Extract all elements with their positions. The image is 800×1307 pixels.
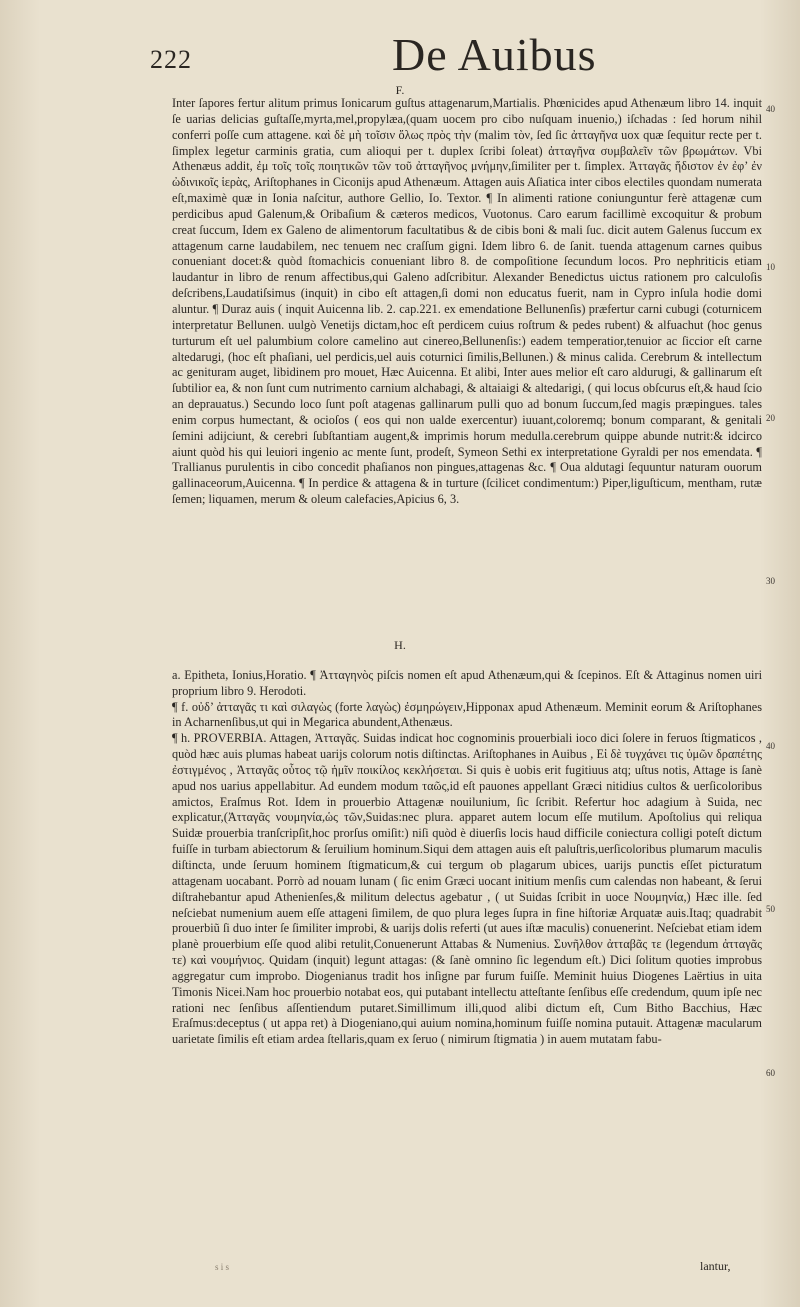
running-title: De Auibus	[392, 29, 597, 80]
page-number: 222	[150, 45, 192, 74]
paragraph-h: a. Epitheta, Ionius,Horatio. ¶ Ἀτταγηνὸς piſcis nomen eſt apud Athenæum,qui & ſcepinos. Eſt & Attaginus nomen uiri proprium libro 9. Herodoti. ¶ f. οὐδ’ ἀτταγᾶς τι καὶ σιλαγὼς (forte λαγὼς) ἐσμηρώγειν,Hipponax apud Athenæum. Meminit eorum & Ariſtophanes in Acharnenſibus,ut qui in Megarica abundent,Athenæus. ¶ h. PROVERBIA. Attagen, Ἀτταγᾶς. Suidas indicat hoc cognominis prouerbiali ioco dici ſolere in feruos ſtigmaticos , quòd hæc auis plumas habeat uarijs colorum notis diſtinctas. Ariſtophanes in Auibus , Εἰ δὲ τυγχάνει τις ὑμῶν δραπέτης ἐστιγμένος , Ἀτταγᾶς οὗτος τῷ ἡμῖν ποικίλος κεκλήσεται. Si quis è uobis erit fugitiuus atq; uſtus notis, Attage is ſanè apud nos uarius appellabitur. Ad eundem modum ταῶς,id eſt pauones appellant Græci nitidius cultos & uerſicoloribus amictos, Eraſmus Rot. Idem in prouerbio Attagenæ nouilunium, ſic ſcribit. Refertur hoc adagium à Suida, nec explicatur,(Ἀτταγᾶς νουμηνία,ὡς τῶν,Suidas:nec plura. apparet autem locum eſſe mutilum. Apoſtolius qui reliqua Suidæ prouerbia tranſcripſit,hoc prorſus omiſit:) niſi quòd è diuerſis locis haud difficile coniectura colligi poteſt dictum fuiſſe in turbam abiectorum & ſeruilium hominum.Siqui dem attagen auis eſt paluſtris,uerſicoloribus plumarum maculis diſtincta, unde ſeruum hominem ſtigmaticum,& cui tergum ob plagarum ubices, uarijs punctis eſſet picturatum attagenam uocabant. Porrò ad nouam lunam ( ſic enim Græci uocant initium menſis cum calendas non habeant, & ſerui diſtrahebantur apud Athenienſes,& militum delectus agebatur , ( ut Suidas ſcribit in uoce Νουμηνία,) Hæc ille. ſed neſciebat numenium auem eſſe attageni ſimilem, de quo plura leges ſupra in fine hiſtoriæ Arquatæ auis.Itaq; quadrabit prouerbiũ ſi duo inter ſe ſimiliter improbi, & uarijs dolis referti (ut aues iſtæ maculis) conuenerint. Neſciebat etiam idem planè prouerbium eſſe quod alibi retulit,Conuenerunt Attabas & Numenius. Συνῆλθον ἀτταβᾶς τε (legendum ἀτταγᾶς τε) καὶ νουμήνιος. Quidam (inquit) legunt attagas: (& ſanè omnino ſic legendum eſt.) Dici ſolitum quoties improbus aggregatur cum improbo. Diogenianus tradit hos inſigne par furum fuiſſe. Meminit huius Diogenes Laërtius in uita Timonis Nicei.Nam hoc prouerbio notabat eos, qui putabant intellectu atteſtante ſenſibus eſſe credendum, quum ipſe nec rationi nec ſenſibus aſſentiendum putaret.Simillimum illi,quod alibi dictum eſt, Cum Bitho Bacchius, Hæc Eraſmus:deceptus ( ut appa ret) à Diogeniano,qui auium nomina,hominum fuiſſe nomina putauit. Attagenæ macularum uarietate ſimilis eſt etiam ardea ſtellaris,quam ex ſeruo ( nimirum ſtigmatia ) in auem mutatam fabu-	[172, 667, 762, 1047]
section-h-text	[172, 652, 762, 1064]
catchword: lantur,	[700, 1259, 731, 1273]
paragraph-f: Inter ſapores fertur alitum primus Ionicarum guſtus attagenarum,Martialis. Phœnicides apud Athenæum libro 14. inquit ſe uarias delicias guſtaſſe,myrta,mel,propylæa,(quam uocem pro cibo nuſquam inuenio,) iſchadas : ſed horum nihil conferri poſſe cum attagene. καὶ δὲ μὴ τοῖσιν ὅλως πρὸς τὴν (malim τὸν, ſed ſic ἀτταγῆνα uox quæ ſequitur recte per t. ſimplex legetur carminis gratia, cum alioqui per t. duplex ſcribi ſoleat) ἀτταγῆνα συμβαλεῖν τῶν βρωμάτων. Vbi Athenæus addit, ἐμ τοῖς τοῖς ποιητικῶν τῶν τοῦ ἀτταγῆνος μνήμην,ſimiliter per t. ſimplex. Ἀτταγᾶς ἥδιστον ἐν ἐφ’ ἐν ὠδινικοῖς ἱερὰς, Ariſtophanes in Ciconijs apud Athenæum. Attagen auis Aſiatica inter cibos electiles quondam numerata eſt,maximè quæ in Ionia naſcitur, authore Gellio, Io. Textor. ¶ In alimenti ratione coniunguntur ferè attagenæ cum perdicibus apud Galenum,& Oribaſium & cæteros medicos, Vuotonus. Caro earum facillimè excoquitur & probum creat ſuccum, Idem ex Galeno de alimentorum facultatibus & de cibis boni & mali ſuc. dicit autem Galenus ſuccum ex attagenum carne laudabilem, nec tenuem nec craſſum gigni. Idem libro 6. de ſanit. tuenda attagenum carnes quibus conueniant docet:& quòd ſtomachicis conueniant libro 8. de compoſitione ſecundum locos. Pro nephriticis etiam laudantur in libro de renum affectibus,qui Galeno adſcribitur. Alexander Benedictus uictus rationem pro calculoſis deſcribens,Laudatiſsimus (inquit) in cibo eſt attagen,ſi domi non educatus fuerit, nam in Cypro inſula hodie domi aluntur. ¶ Duraz auis ( inquit Auicenna lib. 2. cap.221. ex emendatione Bellunenſis) præfertur carni cubugi (coturnicem interpretatur Bellunen. uulgò Venetijs dictam,hoc eſt perdicem cuius roſtrum & pedes rubent) & alfuachut (hoc genus turturum eſt uel palumbium colore camelino aut cinereo,Bellunenſis:) eadem temperatior,tenuior ac ſiccior eſt carne altedarugi, (hoc eſt phaſiani, uel perdicis,uel auis coturnici ſimilis,Bellunen.) & minus calida. Cerebrum & intellectum ac genituram auget, libidinem pro mouet, Hæc Auicenna. Et alibi, Inter aues melior eſt caro aldurugi, & gallinarum eſt ſubtilior ea, & non ſunt cum nutrimento carnium alchabagi, & altaiaigi & altedarigi, ( qui locus obſcurus eſt,& haud ſcio an deprauatus.) Secundo loco ſunt poſt atagenas gallinarum pulli quo ad bonum ſuccum,ſed magis præpingues. tales enim corpus humectant, & ocioſos ( eos qui non ualde exercentur) iuuant,coloremq; bonum comparant, & genitali ſemini adijciunt, & cerebri ſubſtantiam augent,& imprimis horum medulla.cerebrum quippe abunde nutrit:& idcirco aiunt quòd his qui leuiori ingenio ac mente ſunt, prodeſt, Symeon Sethi ex interpretatione Gyraldi per nos emendata. ¶ Trallianus purulentis in cibo concedit phaſianos non pingues,attagenas &c. ¶ Oua aldutagi ſequuntur naturam ouorum gallinaceorum,Auicenna. ¶ In perdice & attagena & in turture (ſcilicet condimentum:) Piper,liguſticum, mentham, rutæ ſemen; liquamen, merum & oleum calefacies,Apicius 6, 3.	[172, 96, 762, 507]
section-f-text	[172, 96, 762, 508]
margin-line-number: 40	[766, 104, 775, 114]
margin-line-number: 40	[766, 741, 775, 751]
page-header	[0, 28, 800, 88]
margin-line-number: 50	[766, 904, 775, 914]
section-h-heading: H.	[394, 638, 406, 652]
margin-line-number: 60	[766, 1068, 775, 1078]
signature-mark: s i s	[215, 1262, 230, 1272]
section-f-heading: F.	[395, 83, 405, 97]
margin-line-number: 20	[766, 413, 775, 423]
margin-line-number: 30	[766, 576, 775, 586]
margin-line-number: 10	[766, 262, 775, 272]
